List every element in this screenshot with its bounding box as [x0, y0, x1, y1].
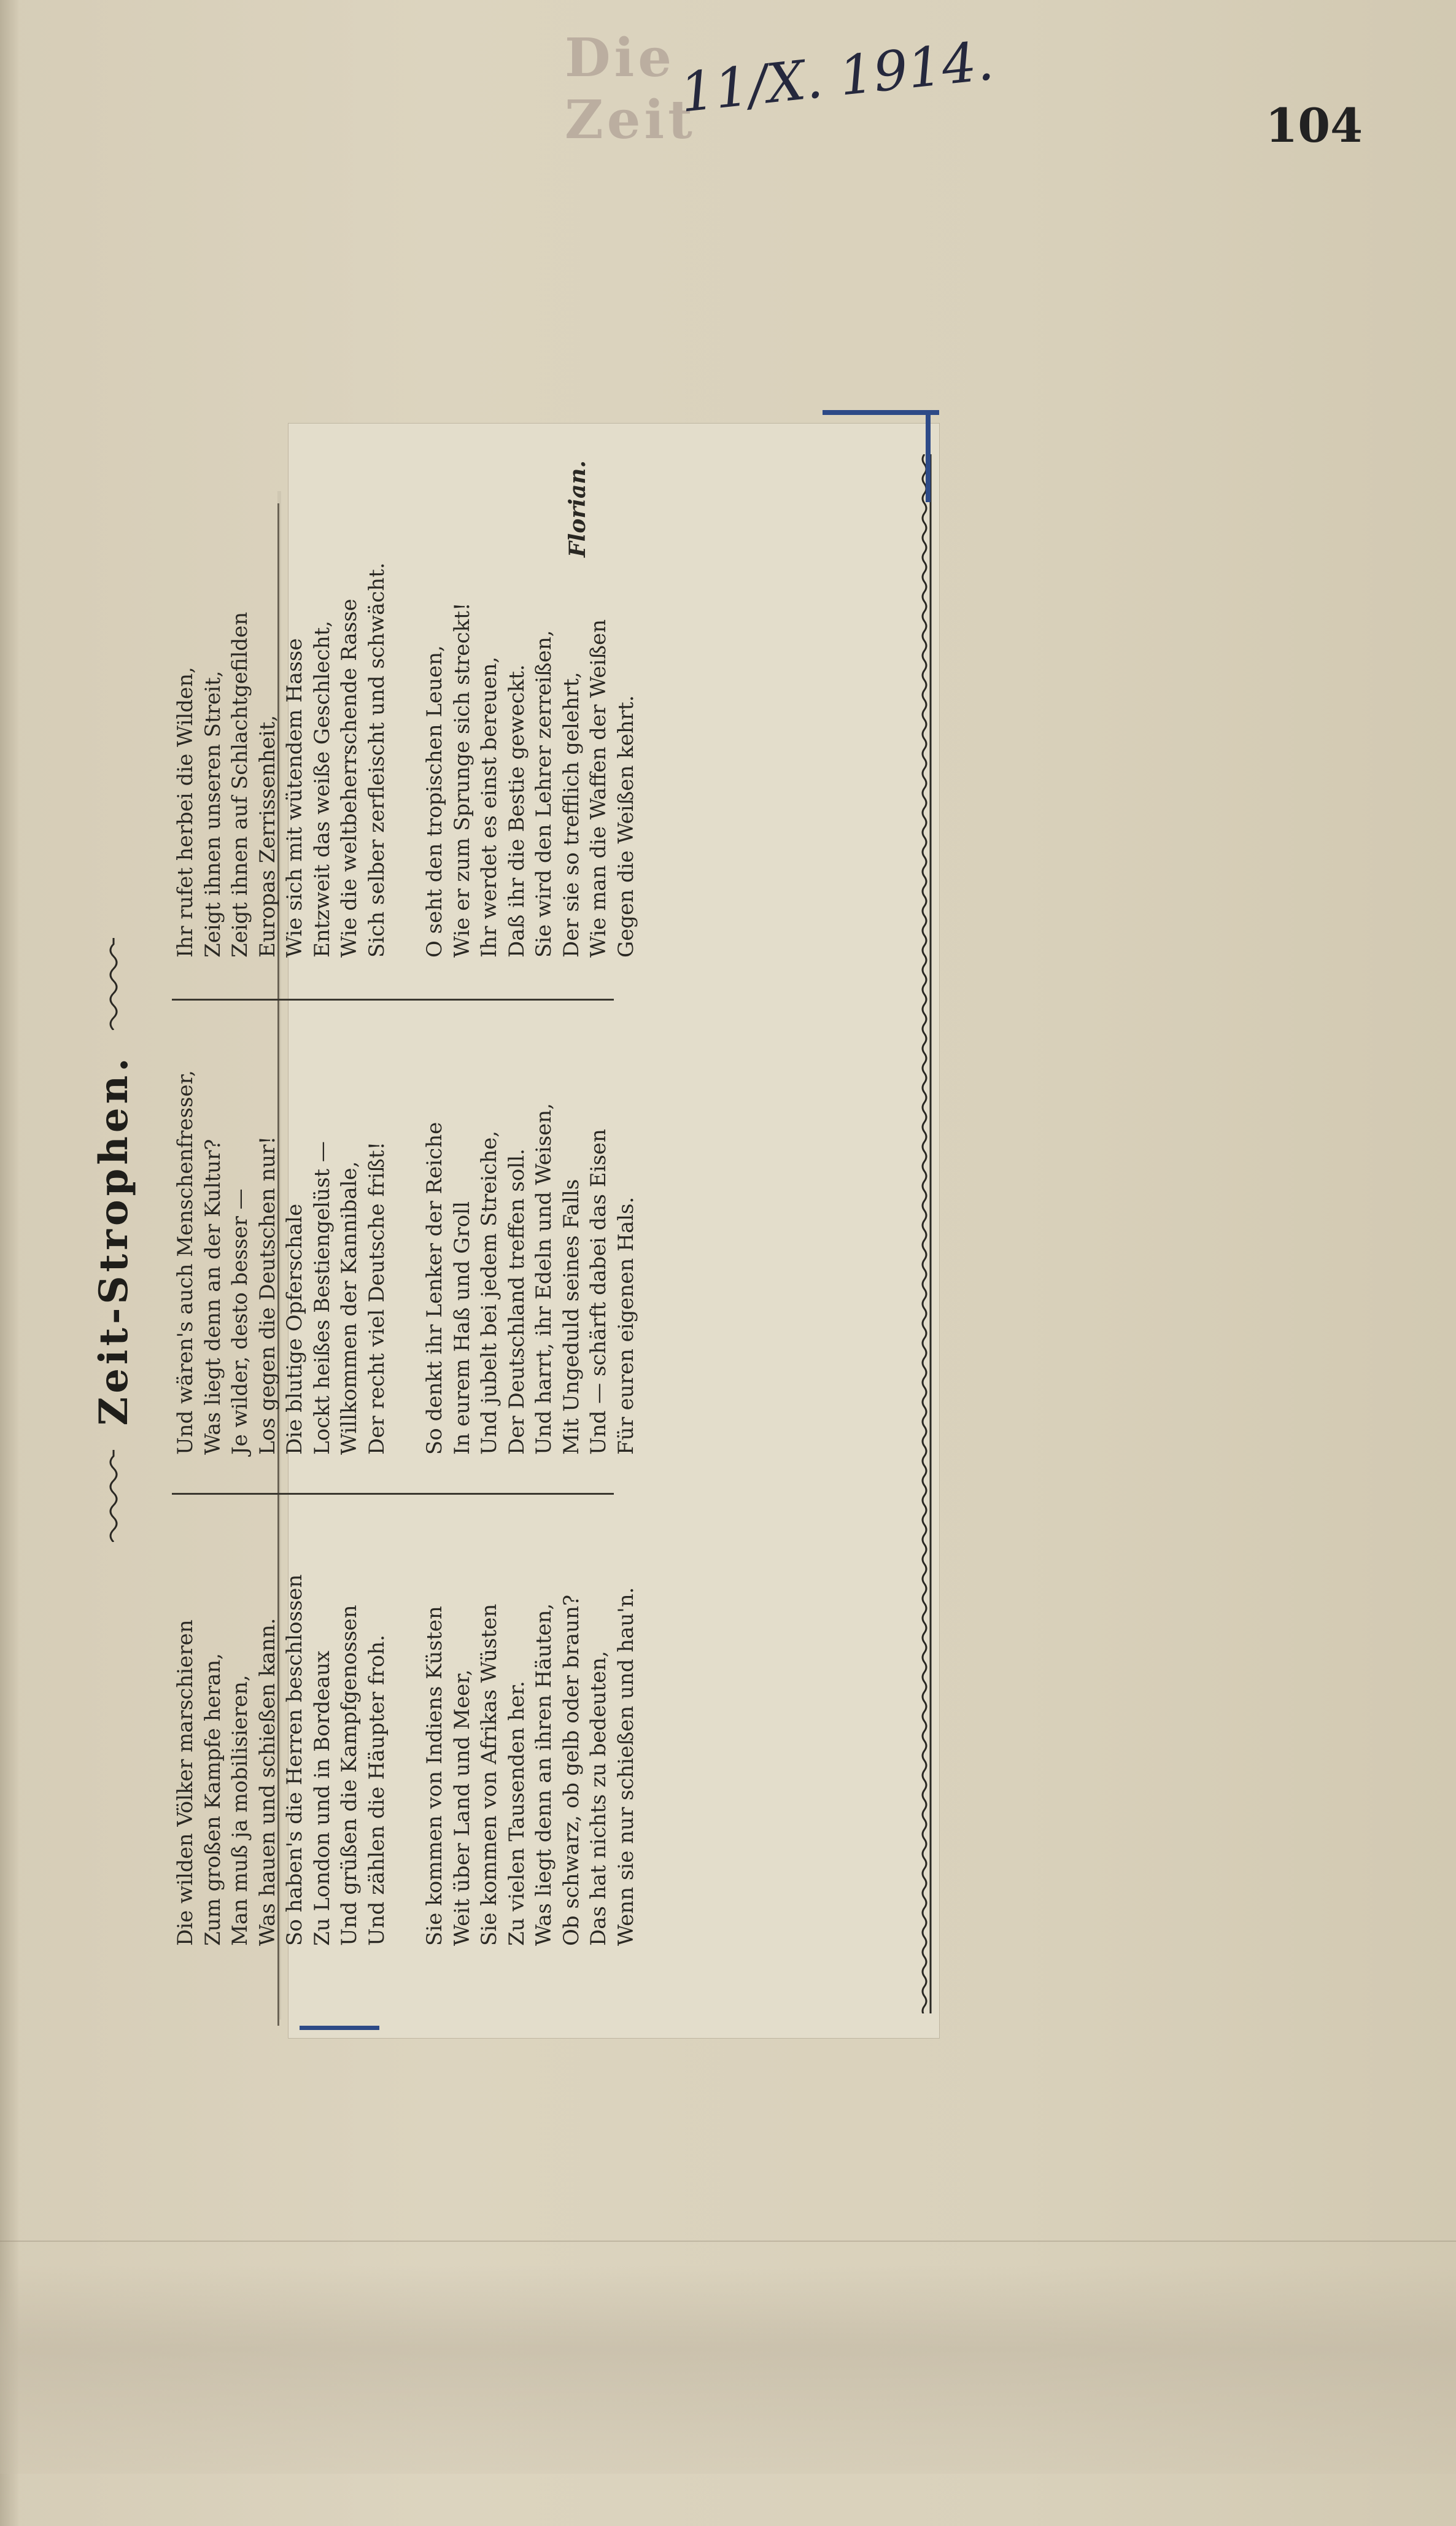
- blue-pencil-mark-corner: [926, 410, 931, 502]
- poem-line: Und harrt, ihr Edeln und Weisen,: [532, 1102, 556, 1455]
- poem-line: Entzweit das weiße Geschlecht,: [309, 621, 335, 958]
- poem-line: Für euren eigenen Hals.: [613, 1196, 638, 1455]
- poem-line: Zeigt ihnen unseren Streit,: [200, 670, 225, 958]
- poem-line: Sie wird den Lehrer zerreißen,: [532, 630, 556, 958]
- poem-line: So denkt ihr Lenker der Reiche: [422, 1122, 447, 1455]
- poem-line: Daß ihr die Bestie geweckt.: [504, 664, 529, 958]
- poem-line: Wenn sie nur schießen und hau'n.: [613, 1587, 638, 1946]
- poem-line: Die blutige Opferschale: [282, 1203, 307, 1455]
- column-divider: [172, 1493, 614, 1495]
- stanza: [421, 491, 640, 958]
- poem-line: Sie kommen von Indiens Küsten: [422, 1606, 447, 1946]
- poem-column-3: [172, 491, 670, 958]
- stanza: [172, 491, 390, 958]
- poem-line: Und — schärft dabei das Eisen: [586, 1129, 611, 1455]
- poem-line: Und zählen die Häupter froh.: [364, 1635, 389, 1946]
- poem-column-1: [172, 1479, 670, 1946]
- stanza: [421, 988, 640, 1455]
- poem-line: Was liegt denn an ihren Häuten,: [532, 1603, 556, 1946]
- blue-pencil-mark-top: [823, 410, 939, 415]
- poem-line: Und grüßen die Kampfgenossen: [337, 1605, 362, 1946]
- poem-article: [80, 436, 638, 2044]
- author-signature: Florian.: [565, 460, 591, 557]
- poem-line: Das hat nichts zu bedeuten,: [586, 1651, 611, 1946]
- article-headline: [80, 436, 147, 2044]
- poem-line: Zu vielen Tausenden her.: [504, 1681, 529, 1946]
- headline-flourish-left: [104, 1450, 123, 1542]
- poem-line: O seht den tropischen Leuen,: [422, 645, 447, 958]
- poem-line: Europas Zerrissenheit,: [255, 715, 280, 958]
- poem-line: Je wilder, desto besser —: [228, 1188, 252, 1455]
- stanza: [172, 988, 390, 1455]
- poem-line: Willkommen der Kannibale,: [337, 1161, 362, 1455]
- poem-line: In eurem Haß und Groll: [449, 1201, 474, 1455]
- poem-line: Gegen die Weißen kehrt.: [613, 695, 638, 958]
- poem-line: Ob schwarz, ob gelb oder braun?: [559, 1594, 584, 1946]
- poem-line: Weit über Land und Meer,: [449, 1669, 474, 1946]
- poem-line: Zeigt ihnen auf Schlachtgefilden: [228, 611, 252, 958]
- poem-line: Man muß ja mobilisieren,: [228, 1675, 252, 1946]
- poem-line: Was liegt denn an der Kultur?: [200, 1139, 225, 1455]
- poem-line: Sie kommen von Afrikas Wüsten: [477, 1603, 501, 1946]
- page-number: 104: [1265, 98, 1363, 153]
- stanza: [421, 1479, 640, 1946]
- poem-line: Der recht viel Deutsche frißt!: [364, 1141, 389, 1455]
- poem-line: Zum großen Kampfe heran,: [200, 1652, 225, 1946]
- poem-line: Die wilden Völker marschieren: [173, 1619, 198, 1946]
- poem-line: Der sie so trefflich gelehrt,: [559, 672, 584, 958]
- poem-line: Der Deutschland treffen soll.: [504, 1149, 529, 1455]
- handwritten-date: 11/X. 1914.: [677, 28, 997, 125]
- stanza: [172, 1479, 390, 1946]
- poem-line: Ihr werdet es einst bereuen,: [477, 656, 501, 958]
- article-title: Zeit-Strophen.: [90, 1054, 137, 1426]
- poem-line: Sich selber zerfleischt und schwächt.: [364, 562, 389, 958]
- newspaper-stamp: Die Zeit: [565, 27, 696, 151]
- poem-line: Lockt heißes Bestiengelüst —: [309, 1141, 335, 1455]
- paper-fold-line: [0, 2241, 1456, 2242]
- poem-line: Wie sich mit wütendem Hasse: [282, 638, 307, 958]
- poem-column-2: [172, 988, 670, 1455]
- wavy-border-line: [921, 454, 933, 2013]
- column-divider: [172, 999, 614, 1001]
- poem-line: Mit Ungeduld seines Falls: [559, 1179, 584, 1455]
- poem-line: Ihr rufet herbei die Wilden,: [173, 667, 198, 958]
- poem-line: Zu London und in Bordeaux: [309, 1650, 335, 1946]
- poem-line: Los gegen die Deutschen nur!: [255, 1136, 280, 1455]
- poem-line: Wie er zum Sprunge sich streckt!: [449, 602, 474, 958]
- headline-flourish-right: [104, 938, 123, 1030]
- poem-line: Und wären's auch Menschenfresser,: [173, 1070, 198, 1455]
- poem-line: Wie die weltbeherrschende Rasse: [337, 599, 362, 958]
- poem-line: Wie man die Waffen der Weißen: [586, 619, 611, 958]
- poem-line: Und jubelt bei jedem Streiche,: [477, 1130, 501, 1455]
- poem-line: So haben's die Herren beschlossen: [282, 1574, 307, 1946]
- poem-line: Was hauen und schießen kann.: [255, 1617, 280, 1946]
